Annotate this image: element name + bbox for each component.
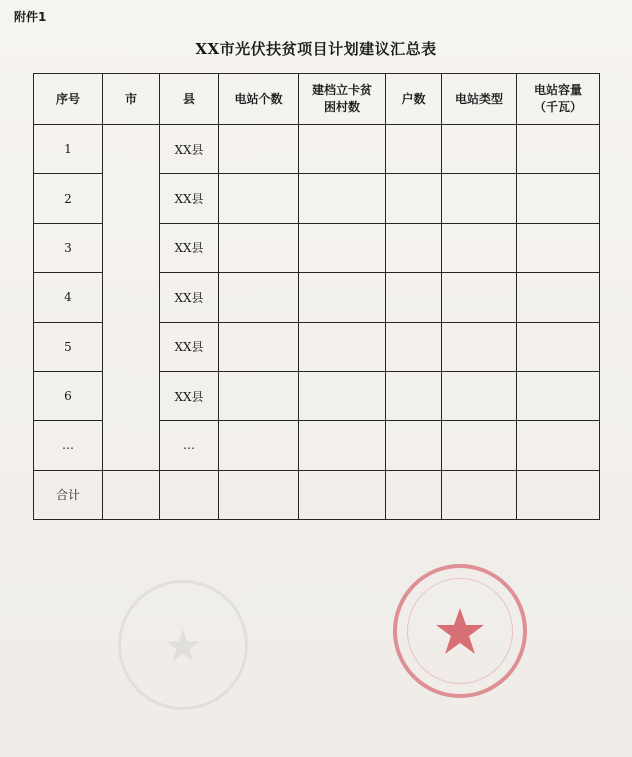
official-seal <box>393 564 527 698</box>
station-type-cell <box>442 125 517 174</box>
county-cell: XX县 <box>160 174 219 223</box>
seq-cell: 5 <box>34 322 103 371</box>
households-cell <box>386 371 442 420</box>
households-cell <box>386 322 442 371</box>
capacity-cell <box>517 421 600 470</box>
county-cell: XX县 <box>160 322 219 371</box>
document-title: XX市光伏扶贫项目计划建议汇总表 <box>195 40 437 58</box>
station-type-cell <box>442 371 517 420</box>
seq-cell: 3 <box>34 223 103 272</box>
capacity-cell <box>517 273 600 322</box>
total-row <box>34 470 600 519</box>
station-count-cell <box>219 125 299 174</box>
station-type-cell <box>442 174 517 223</box>
station-count-cell <box>219 223 299 272</box>
poor-villages-cell <box>299 125 386 174</box>
total-city-cell <box>103 470 160 519</box>
summary-table <box>33 73 600 520</box>
seq-cell: 1 <box>34 125 103 174</box>
header-city: 市 <box>103 74 160 125</box>
station-type-cell <box>442 223 517 272</box>
city-cell <box>103 125 160 471</box>
station-count-cell <box>219 273 299 322</box>
households-cell <box>386 421 442 470</box>
poor-villages-cell <box>299 421 386 470</box>
table-header-row <box>34 74 600 125</box>
capacity-cell <box>517 125 600 174</box>
header-seq: 序号 <box>34 74 103 125</box>
county-cell: XX县 <box>160 223 219 272</box>
capacity-cell <box>517 322 600 371</box>
poor-villages-cell <box>299 371 386 420</box>
station-count-cell <box>219 322 299 371</box>
seq-cell: 2 <box>34 174 103 223</box>
header-station-count: 电站个数 <box>219 74 299 125</box>
poor-villages-cell <box>299 322 386 371</box>
station-count-cell <box>219 421 299 470</box>
total-households-cell <box>386 470 442 519</box>
capacity-cell <box>517 223 600 272</box>
households-cell <box>386 273 442 322</box>
star-icon <box>397 568 523 694</box>
station-type-cell <box>442 421 517 470</box>
station-type-cell <box>442 322 517 371</box>
capacity-cell <box>517 371 600 420</box>
seq-cell: 4 <box>34 273 103 322</box>
capacity-cell <box>517 174 600 223</box>
attachment-label: 附件1 <box>14 10 47 24</box>
households-cell <box>386 125 442 174</box>
station-type-cell <box>442 273 517 322</box>
seq-cell: 6 <box>34 371 103 420</box>
total-capacity-cell <box>517 470 600 519</box>
total-county-cell <box>160 470 219 519</box>
poor-villages-cell <box>299 273 386 322</box>
station-count-cell <box>219 174 299 223</box>
seq-cell: … <box>34 421 103 470</box>
table-row <box>34 125 600 174</box>
header-station-type: 电站类型 <box>442 74 517 125</box>
header-households: 户数 <box>386 74 442 125</box>
header-poor-villages: 建档立卡贫 困村数 <box>299 74 386 125</box>
poor-villages-cell <box>299 223 386 272</box>
households-cell <box>386 174 442 223</box>
households-cell <box>386 223 442 272</box>
header-station-capacity: 电站容量 （千瓦） <box>517 74 600 125</box>
county-cell: … <box>160 421 219 470</box>
county-cell: XX县 <box>160 371 219 420</box>
header-county: 县 <box>160 74 219 125</box>
total-station-type-cell <box>442 470 517 519</box>
faded-seal-impression <box>118 580 248 710</box>
total-station-count-cell <box>219 470 299 519</box>
total-label: 合计 <box>34 470 103 519</box>
county-cell: XX县 <box>160 273 219 322</box>
total-poor-villages-cell <box>299 470 386 519</box>
poor-villages-cell <box>299 174 386 223</box>
station-count-cell <box>219 371 299 420</box>
county-cell: XX县 <box>160 125 219 174</box>
